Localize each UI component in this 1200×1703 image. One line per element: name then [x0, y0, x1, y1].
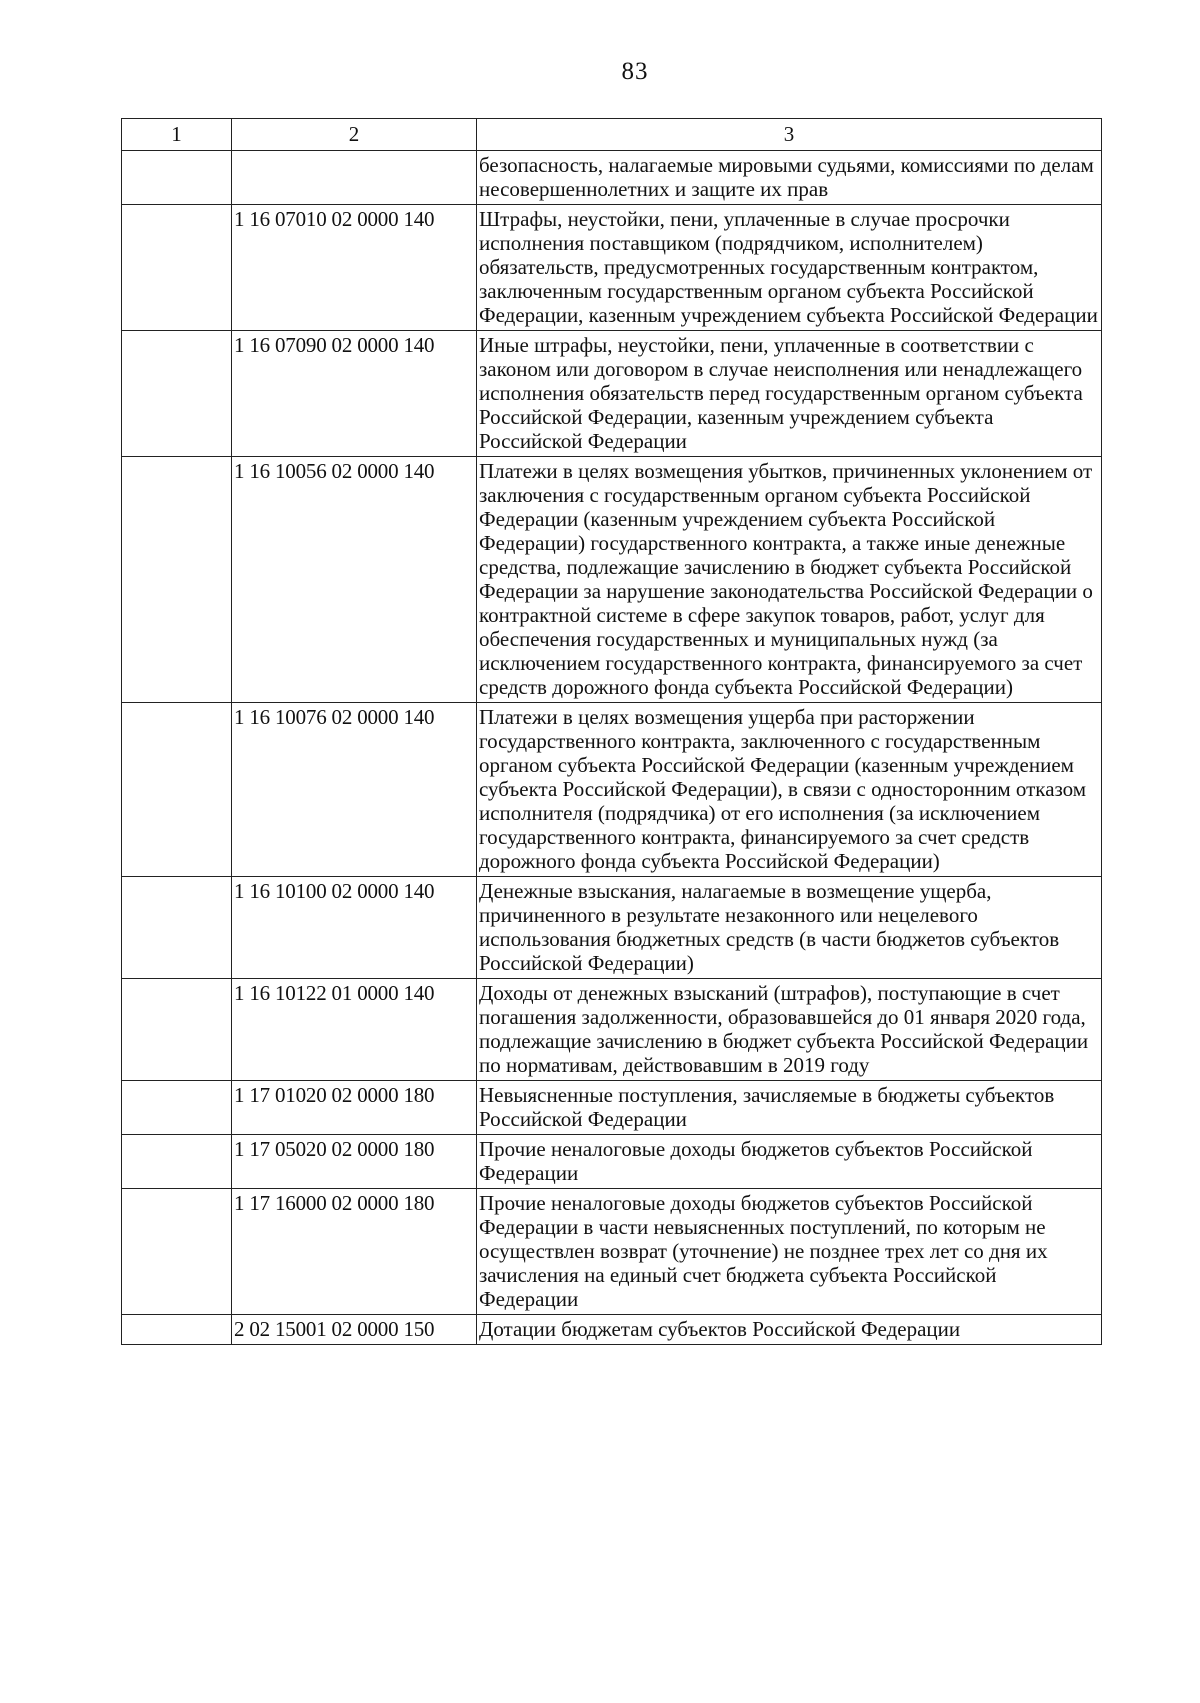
row-col1-cell — [122, 979, 232, 1081]
column-header-3: 3 — [477, 119, 1102, 151]
description-cell: Дотации бюджетам субъектов Российской Федерации — [477, 1315, 1102, 1345]
column-header-1: 1 — [122, 119, 232, 151]
row-col1-cell — [122, 331, 232, 457]
table-row — [122, 877, 1102, 979]
description-cell: Штрафы, неустойки, пени, уплаченные в случае просрочки исполнения поставщиком (подрядчиком, исполнителем) обязательств, предусмотренных государственным контрактом, заключенным государственным органом субъекта Российской Федерации, казенным учреждением субъекта Российской Федерации — [477, 205, 1102, 331]
budget-code-cell: 2 02 15001 02 0000 150 — [232, 1315, 477, 1345]
table-row — [122, 703, 1102, 877]
description-cell: безопасность, налагаемые мировыми судьями, комиссиями по делам несовершеннолетних и защите их прав — [477, 151, 1102, 205]
budget-code-cell: 1 16 10122 01 0000 140 — [232, 979, 477, 1081]
budget-code-cell — [232, 151, 477, 205]
description-cell: Платежи в целях возмещения убытков, причиненных уклонением от заключения с государственным органом субъекта Российской Федерации (казенным учреждением субъекта Российской Федерации) государственного контракта, а также иные денежные средства, подлежащие зачислению в бюджет субъекта Российской Федерации за нарушение законодательства Российской Федерации о контрактной системе в сфере закупок товаров, работ, услуг для обеспечения государственных и муниципальных нужд (за исключением государственного контракта, финансируемого за счет средств дорожного фонда субъекта Российской Федерации) — [477, 457, 1102, 703]
table-row — [122, 1135, 1102, 1189]
budget-code-cell: 1 17 16000 02 0000 180 — [232, 1189, 477, 1315]
description-cell: Прочие неналоговые доходы бюджетов субъектов Российской Федерации в части невыясненных поступлений, по которым не осуществлен возврат (уточнение) не позднее трех лет со дня их зачисления на единый счет бюджета субъекта Российской Федерации — [477, 1189, 1102, 1315]
description-cell: Денежные взыскания, налагаемые в возмещение ущерба, причиненного в результате незаконного или нецелевого использования бюджетных средств (в части бюджетов субъектов Российской Федерации) — [477, 877, 1102, 979]
budget-code-cell: 1 17 05020 02 0000 180 — [232, 1135, 477, 1189]
row-col1-cell — [122, 151, 232, 205]
row-col1-cell — [122, 877, 232, 979]
budget-code-cell: 1 16 07090 02 0000 140 — [232, 331, 477, 457]
description-cell: Прочие неналоговые доходы бюджетов субъектов Российской Федерации — [477, 1135, 1102, 1189]
budget-code-cell: 1 16 10100 02 0000 140 — [232, 877, 477, 979]
budget-code-cell: 1 16 07010 02 0000 140 — [232, 205, 477, 331]
table-row — [122, 205, 1102, 331]
table-row — [122, 1315, 1102, 1345]
budget-code-cell: 1 16 10056 02 0000 140 — [232, 457, 477, 703]
budget-code-cell: 1 17 01020 02 0000 180 — [232, 1081, 477, 1135]
description-cell: Платежи в целях возмещения ущерба при расторжении государственного контракта, заключенного с государственным органом субъекта Российской Федерации (казенным учреждением субъекта Российской Федерации), в связи с односторонним отказом исполнителя (подрядчика) от его исполнения (за исключением государственного контракта, финансируемого за счет средств дорожного фонда субъекта Российской Федерации) — [477, 703, 1102, 877]
column-header-2: 2 — [232, 119, 477, 151]
row-col1-cell — [122, 1081, 232, 1135]
table-row — [122, 1189, 1102, 1315]
table-header-row — [122, 119, 1102, 151]
row-col1-cell — [122, 1315, 232, 1345]
table-row — [122, 1081, 1102, 1135]
description-cell: Доходы от денежных взысканий (штрафов), поступающие в счет погашения задолженности, образовавшейся до 01 января 2020 года, подлежащие зачислению в бюджет субъекта Российской Федерации по нормативам, действовавшим в 2019 году — [477, 979, 1102, 1081]
description-cell: Невыясненные поступления, зачисляемые в бюджеты субъектов Российской Федерации — [477, 1081, 1102, 1135]
row-col1-cell — [122, 1189, 232, 1315]
row-col1-cell — [122, 457, 232, 703]
revenue-codes-table — [121, 118, 1102, 1345]
description-cell: Иные штрафы, неустойки, пени, уплаченные в соответствии с законом или договором в случае неисполнения или ненадлежащего исполнения обязательств перед государственным органом субъекта Российской Федерации, казенным учреждением субъекта Российской Федерации — [477, 331, 1102, 457]
row-col1-cell — [122, 1135, 232, 1189]
budget-code-cell: 1 16 10076 02 0000 140 — [232, 703, 477, 877]
table-row — [122, 457, 1102, 703]
table-row — [122, 331, 1102, 457]
row-col1-cell — [122, 703, 232, 877]
table-row — [122, 979, 1102, 1081]
page-number: 83 — [621, 58, 649, 85]
table-row — [122, 151, 1102, 205]
row-col1-cell — [122, 205, 232, 331]
